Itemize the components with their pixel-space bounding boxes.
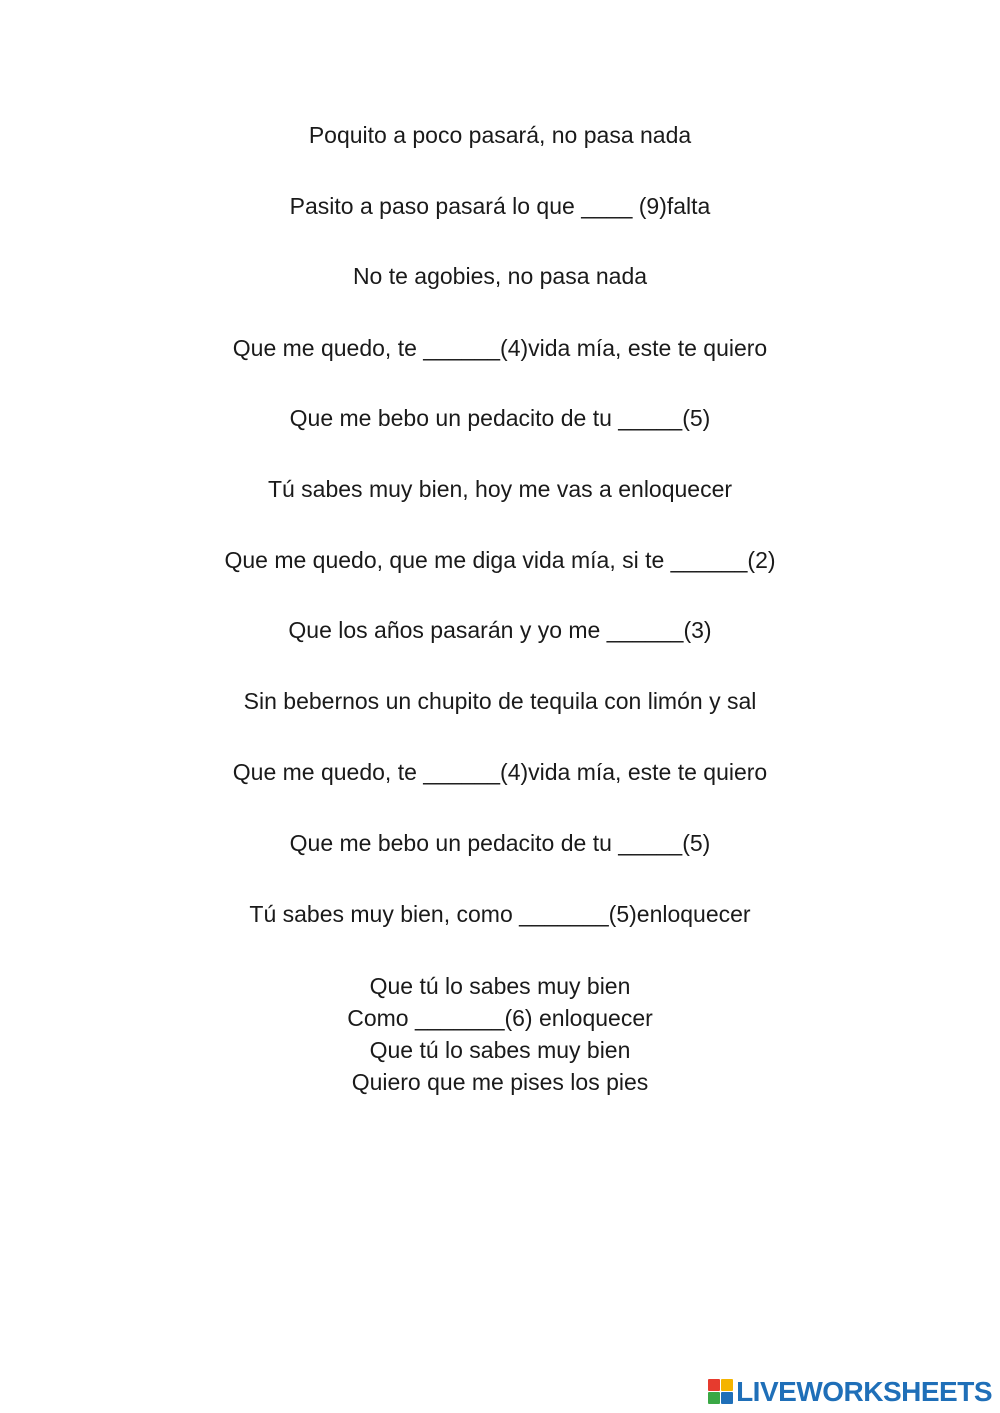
lyric-line-10: Que me quedo, te ______(4)vida mía, este te quiero: [232, 759, 768, 785]
lyric-line-7: Que me quedo, que me diga vida mía, si te ______(2): [224, 547, 776, 573]
final-stanza: [0, 970, 1000, 1098]
liveworksheets-brand: [708, 1377, 992, 1407]
stanza-line-1: Que tú lo sabes muy bien: [369, 973, 631, 999]
lyric-line-6: Tú sabes muy bien, hoy me vas a enloquecer: [267, 476, 733, 502]
stanza-line-3: Que tú lo sabes muy bien: [369, 1037, 631, 1063]
stanza-line-4: Quiero que me pises los pies: [351, 1069, 649, 1095]
liveworksheets-logo-icon: [708, 1379, 734, 1405]
lyric-line-12: Tú sabes muy bien, como _______(5)enloquecer: [249, 901, 751, 927]
lyric-line-4: Que me quedo, te ______(4)vida mía, este te quiero: [232, 335, 768, 361]
lyric-line-1: Poquito a poco pasará, no pasa nada: [308, 122, 692, 148]
brand-wordmark: LIVEWORKSHEETS: [736, 1376, 992, 1407]
lyric-line-9: Sin bebernos un chupito de tequila con limón y sal: [243, 688, 757, 714]
lyric-line-8: Que los años pasarán y yo me ______(3): [288, 617, 712, 643]
lyric-line-5: Que me bebo un pedacito de tu _____(5): [289, 405, 711, 431]
lyric-line-3: No te agobies, no pasa nada: [352, 263, 648, 289]
stanza-line-2: Como _______(6) enloquecer: [347, 1005, 653, 1031]
lyric-line-11: Que me bebo un pedacito de tu _____(5): [289, 830, 711, 856]
lyric-line-2: Pasito a paso pasará lo que ____ (9)falta: [289, 193, 711, 219]
